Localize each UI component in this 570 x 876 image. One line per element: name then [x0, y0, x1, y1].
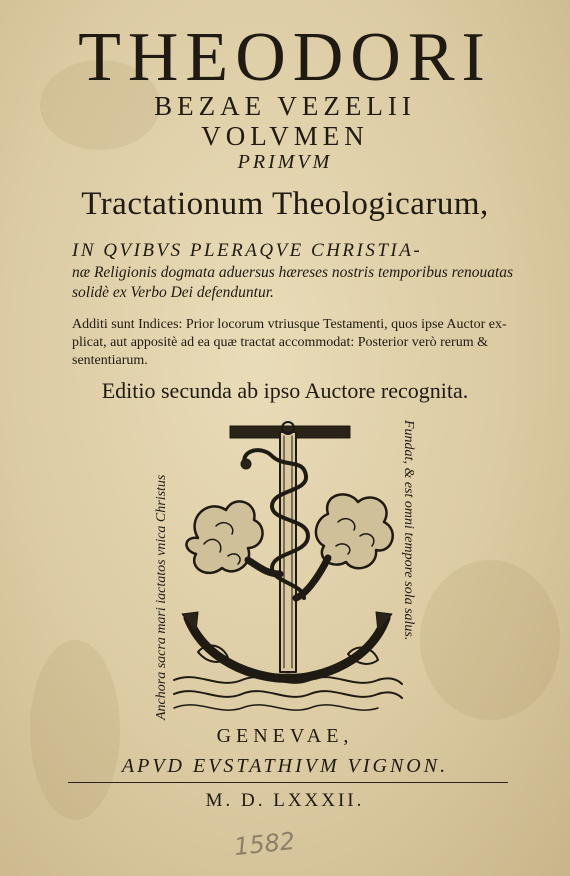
- title-volume: VOLVMEN: [201, 121, 369, 151]
- paper-stain: [420, 560, 560, 720]
- indices-line-2: plicat, aut appositè ad ea quæ tractat accommodat: Posterior verò rerum &: [72, 335, 488, 350]
- edition-statement: Editio secunda ab ipso Auctore recognita.: [101, 378, 469, 403]
- emblem-motto-left: Anchora sacra mari iactatos vnica Christus: [154, 474, 169, 720]
- imprint-year: M. D. LXXXII.: [205, 790, 365, 811]
- pencil-annotation: 1582: [232, 826, 297, 862]
- subtitle-line-2: næ Religionis dogmata aduersus hæreses nostris temporibus renouatas: [72, 264, 514, 281]
- imprint-rule: [68, 782, 508, 783]
- indices-line-3: sententiarum.: [72, 353, 148, 368]
- imprint-printer: APVD EVSTATHIVM VIGNON.: [121, 755, 449, 777]
- imprint-place: GENEVAE,: [216, 725, 354, 747]
- subtitle-line-3: solidè ex Verbo Dei defenduntur.: [72, 284, 274, 301]
- title-volume-number: PRIMVM: [237, 151, 333, 173]
- subtitle-line-1: IN QVIBVS PLERAQVE CHRISTIA-: [72, 240, 423, 261]
- indices-line-1: Additi sunt Indices: Prior locorum vtriusque Testamenti, quos ipse Auctor ex-: [72, 317, 507, 332]
- hand-right: [296, 558, 328, 598]
- title-author-name: BEZAE VEZELII: [154, 91, 416, 121]
- emblem-motto-right: Fundat, & est omni tempore sola salus.: [401, 420, 416, 641]
- title-work: Tractationum Theologicarum,: [81, 186, 489, 222]
- printer-device-anchor-emblem: [168, 418, 406, 718]
- title-author: THEODORI: [78, 19, 492, 96]
